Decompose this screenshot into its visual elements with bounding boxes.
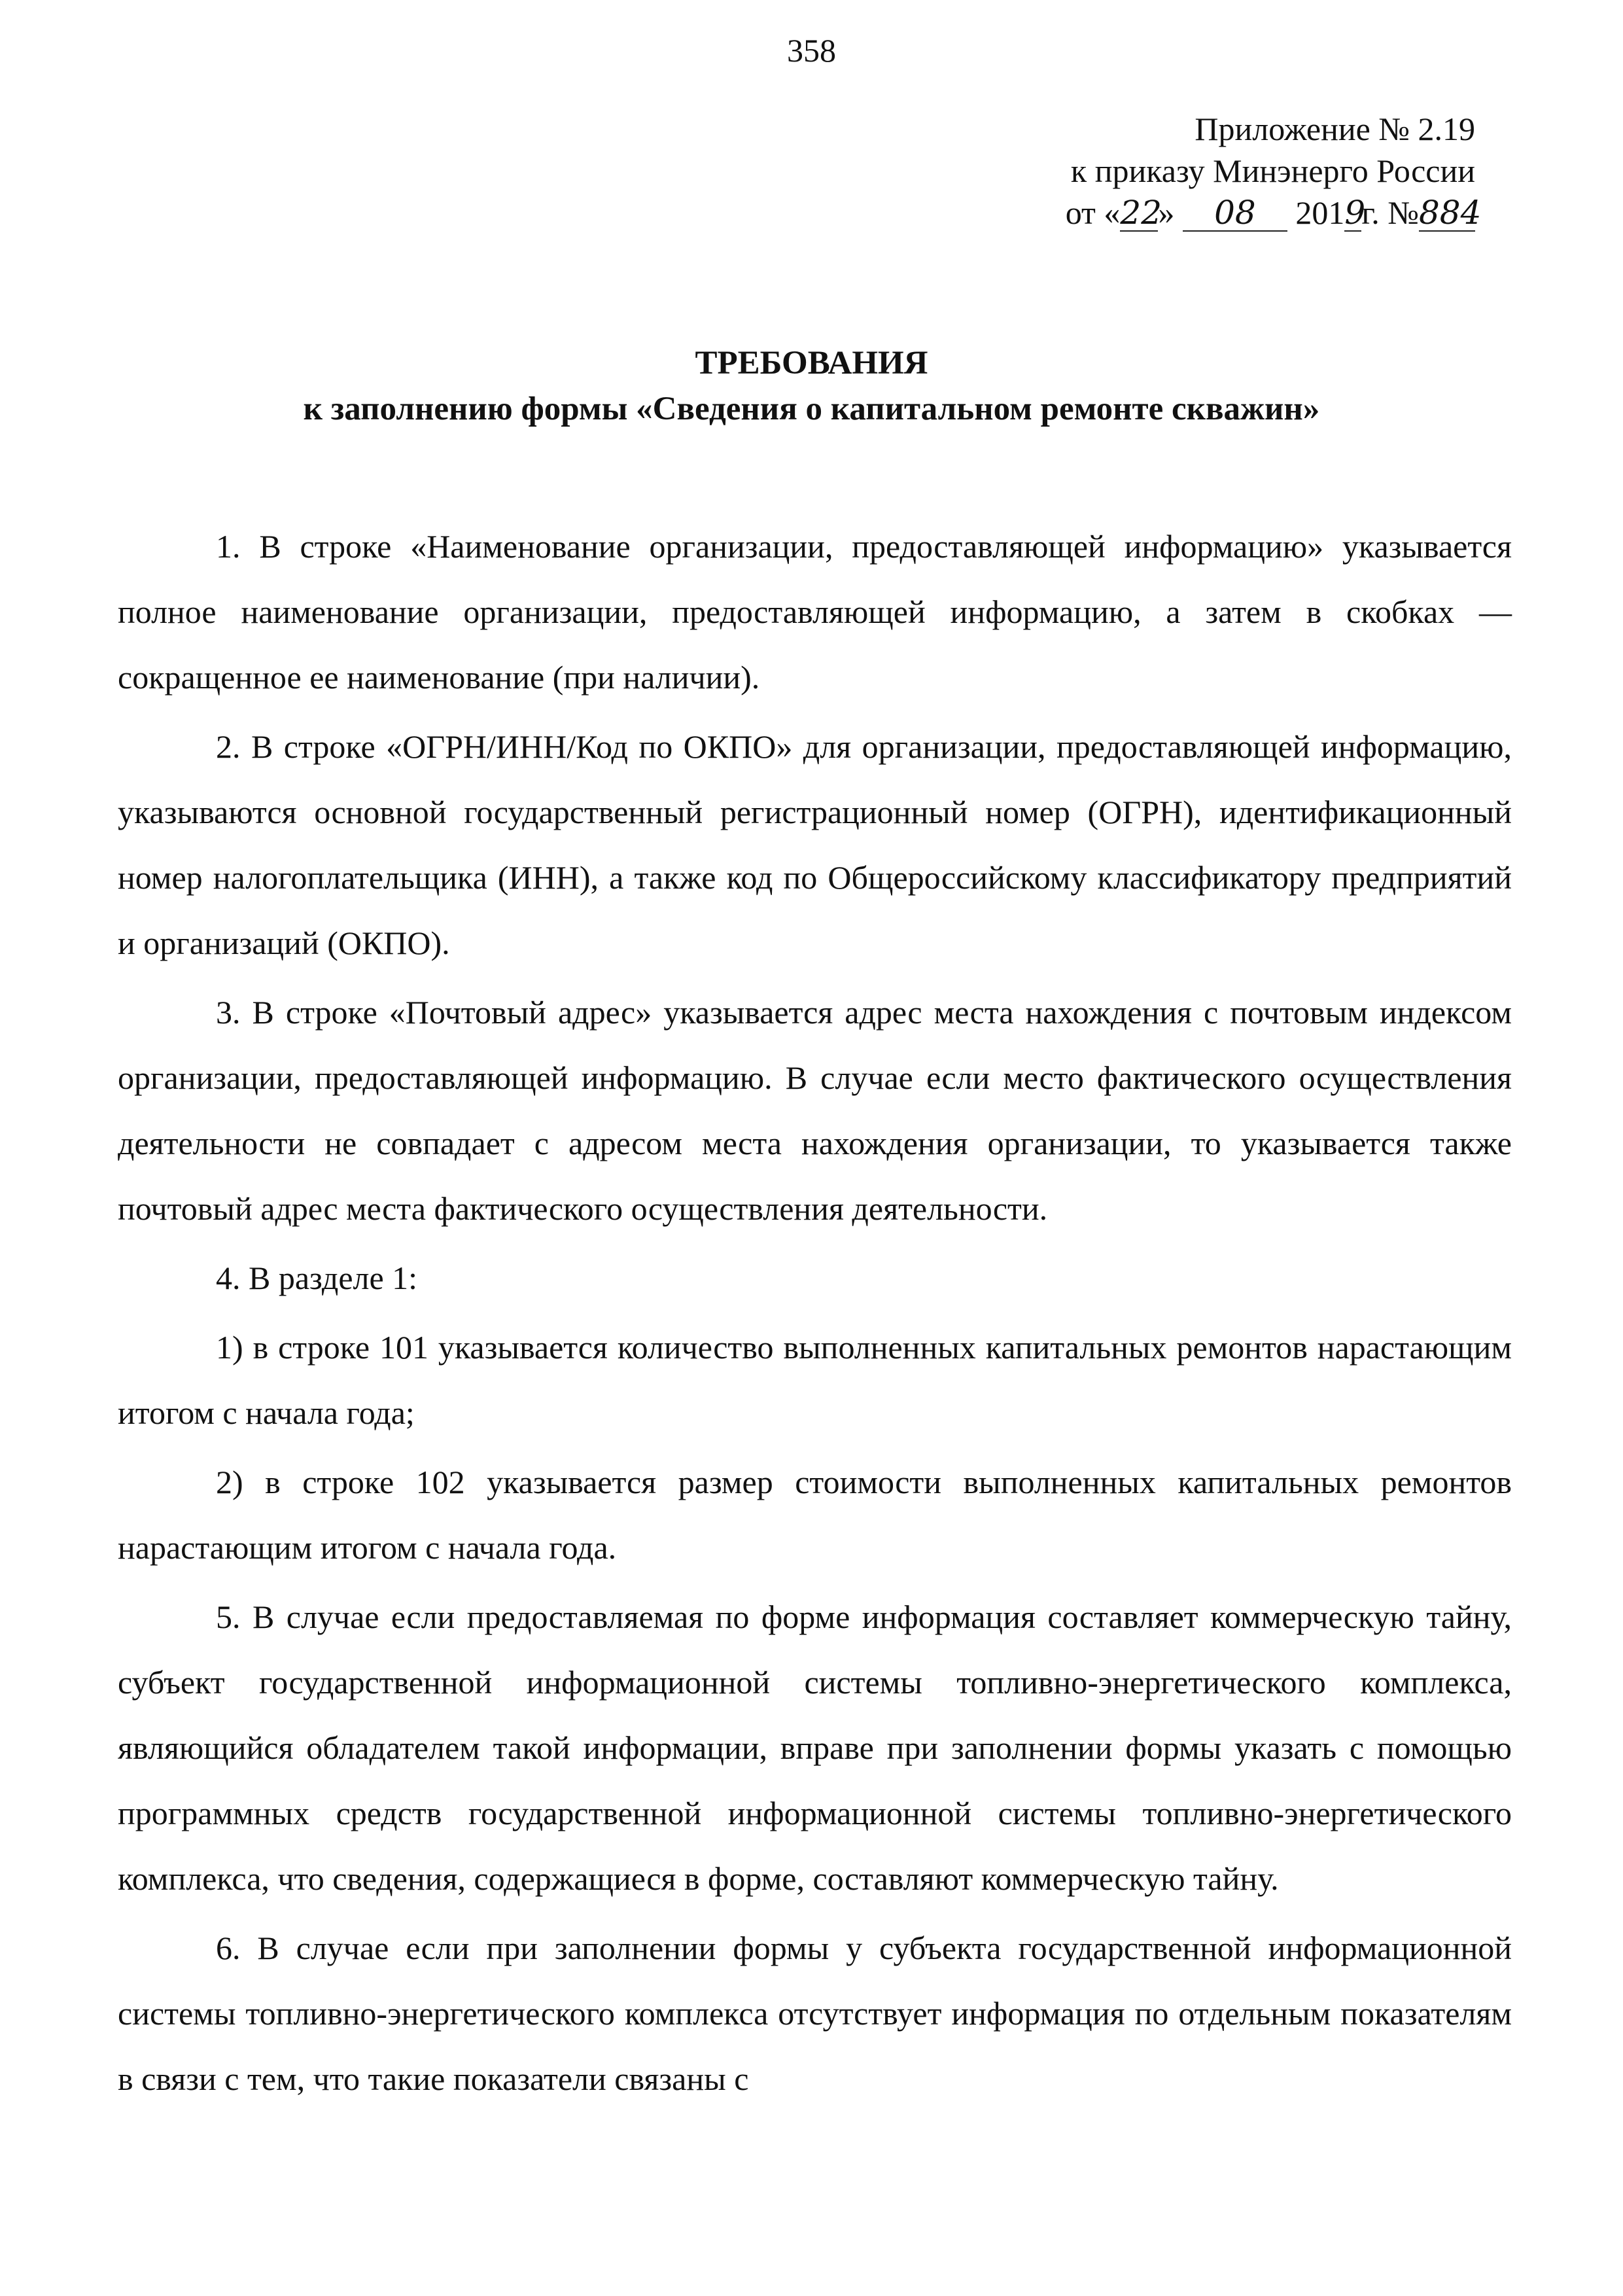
handwritten-month: 08 [1183, 195, 1287, 232]
page-number: 358 [787, 32, 836, 69]
document-title [0, 340, 1623, 432]
appendix-date-line [978, 192, 1482, 234]
handwritten-day: 22 [1120, 194, 1162, 232]
paragraph-5: 5. В случае если предоставляемая по форме информация составляет коммерческую тайну, субъект государственной информационной системы топливно-энергетического комплекса, являющийся обладателем такой информации, вправе при заполнении формы указать с помощью программных средств государственной информационной системы топливно-энергетического комплекса, что сведения, содержащиеся в форме, составляют коммерческую тайну. [118, 1598, 1512, 1897]
paragraph-4: 4. В разделе 1: [216, 1260, 418, 1296]
paragraph-4-1: 1) в строке 101 указывается количество выполненных капитальных ремонтов нарастающим итогом с начала года; [118, 1329, 1512, 1431]
document-body [118, 514, 1512, 2115]
appendix-title: Приложение № 2.19 [1195, 111, 1475, 147]
paragraph-3: 3. В строке «Почтовый адрес» указывается адрес места нахождения с почтовым индексом организации, предоставляющей информацию. В случае если место фактического осуществления деятельности не совпадает с адресом места нахождения организации, то указывается также почтовый адрес места фактического осуществления деятельности. [118, 994, 1512, 1227]
date-prefix: от « [1065, 194, 1121, 231]
paragraph-1: 1. В строке «Наименование организации, предоставляющей информацию» указывается полное наименование организации, предоставляющей информацию, а затем в скобках — сокращенное ее наименование (при наличии). [118, 528, 1512, 696]
paragraph-6: 6. В случае если при заполнении формы у субъекта государственной информационной системы топливно-энергетического комплекса отсутствует информация по отдельным показателям в связи с тем, что такие показатели связаны с [118, 1930, 1512, 2097]
year-prefix: 201 [1295, 194, 1345, 231]
title-subheading: к заполнению формы «Сведения о капитальном ремонте скважин» [303, 391, 1320, 427]
handwritten-order-number: 884 [1419, 194, 1482, 232]
order-number-label: г. № [1361, 194, 1419, 231]
date-quote-close: » [1158, 194, 1175, 231]
appendix-header [978, 108, 1482, 234]
appendix-order-ref: к приказу Минэнерго России [1070, 152, 1475, 189]
title-heading: ТРЕБОВАНИЯ [695, 345, 928, 381]
paragraph-4-2: 2) в строке 102 указывается размер стоимости выполненных капитальных ремонтов нарастающим итогом с начала года. [118, 1464, 1512, 1566]
paragraph-2: 2. В строке «ОГРН/ИНН/Код по ОКПО» для организации, предоставляющей информацию, указываются основной государственный регистрационный номер (ОГРН), идентификационный номер налогоплательщика (ИНН), а также код по Общероссийскому классификатору предприятий и организаций (ОКПО). [118, 728, 1512, 961]
handwritten-year-digit: 9 [1344, 194, 1366, 232]
